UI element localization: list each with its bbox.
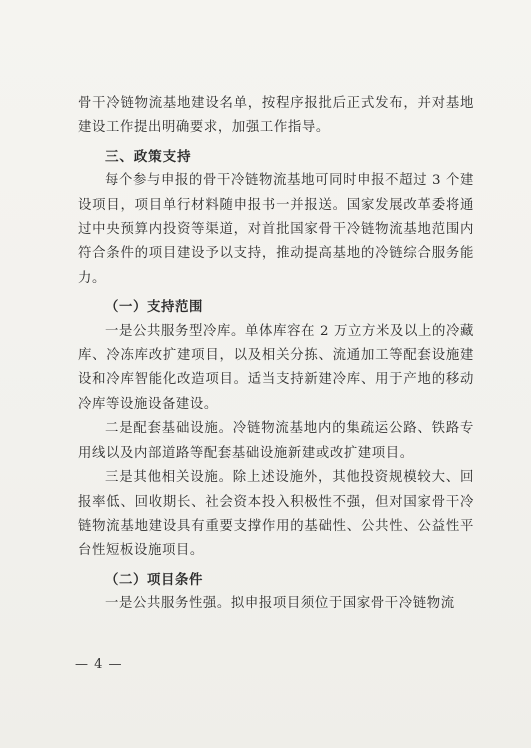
page-number: — 4 —: [75, 657, 123, 672]
subheading-project-conditions: （二）项目条件: [105, 571, 203, 588]
document-body: [78, 92, 474, 617]
section-heading-policy-support: 三、政策支持: [105, 148, 192, 165]
section-body-policy-support: 每个参与申报的骨干冷链物流基地可同时申报不超过 3 个建设项目，项目单行材料随申报书一并报送。国家发展改革委将通过中央预算内投资等渠道，对首批国家骨干冷链物流基地范围内符合条件的项目建设予以支持，推动提高基地的冷链综合服务能力。: [78, 173, 474, 286]
support-scope-item-3: 三是其他相关设施。除上述设施外，其他投资规模较大、回报率低、回收期长、社会资本投入积极性不强，但对国家骨干冷链物流基地建设具有重要支撑作用的基础性、公共性、公益性平台性短板设施项目。: [78, 470, 474, 559]
intro-paragraph: 骨干冷链物流基地建设名单，按程序报批后正式发布，并对基地建设工作提出明确要求，加强工作指导。: [78, 96, 474, 136]
support-scope-item-2: 二是配套基础设施。冷链物流基地内的集疏运公路、铁路专用线以及内部道路等配套基础设施新建或改扩建项目。: [78, 421, 474, 461]
project-conditions-item-1: 一是公共服务性强。拟申报项目须位于国家骨干冷链物流: [105, 596, 455, 612]
subheading-support-scope: （一）支持范围: [105, 299, 203, 316]
support-scope-item-1: 一是公共服务型冷库。单体库容在 2 万立方米及以上的冷藏库、冷冻库改扩建项目，以及相关分拣、流通加工等配套设施建设和冷库智能化改造项目。适当支持新建冷库、用于产地的移动冷库等设施设备建设。: [78, 323, 474, 412]
